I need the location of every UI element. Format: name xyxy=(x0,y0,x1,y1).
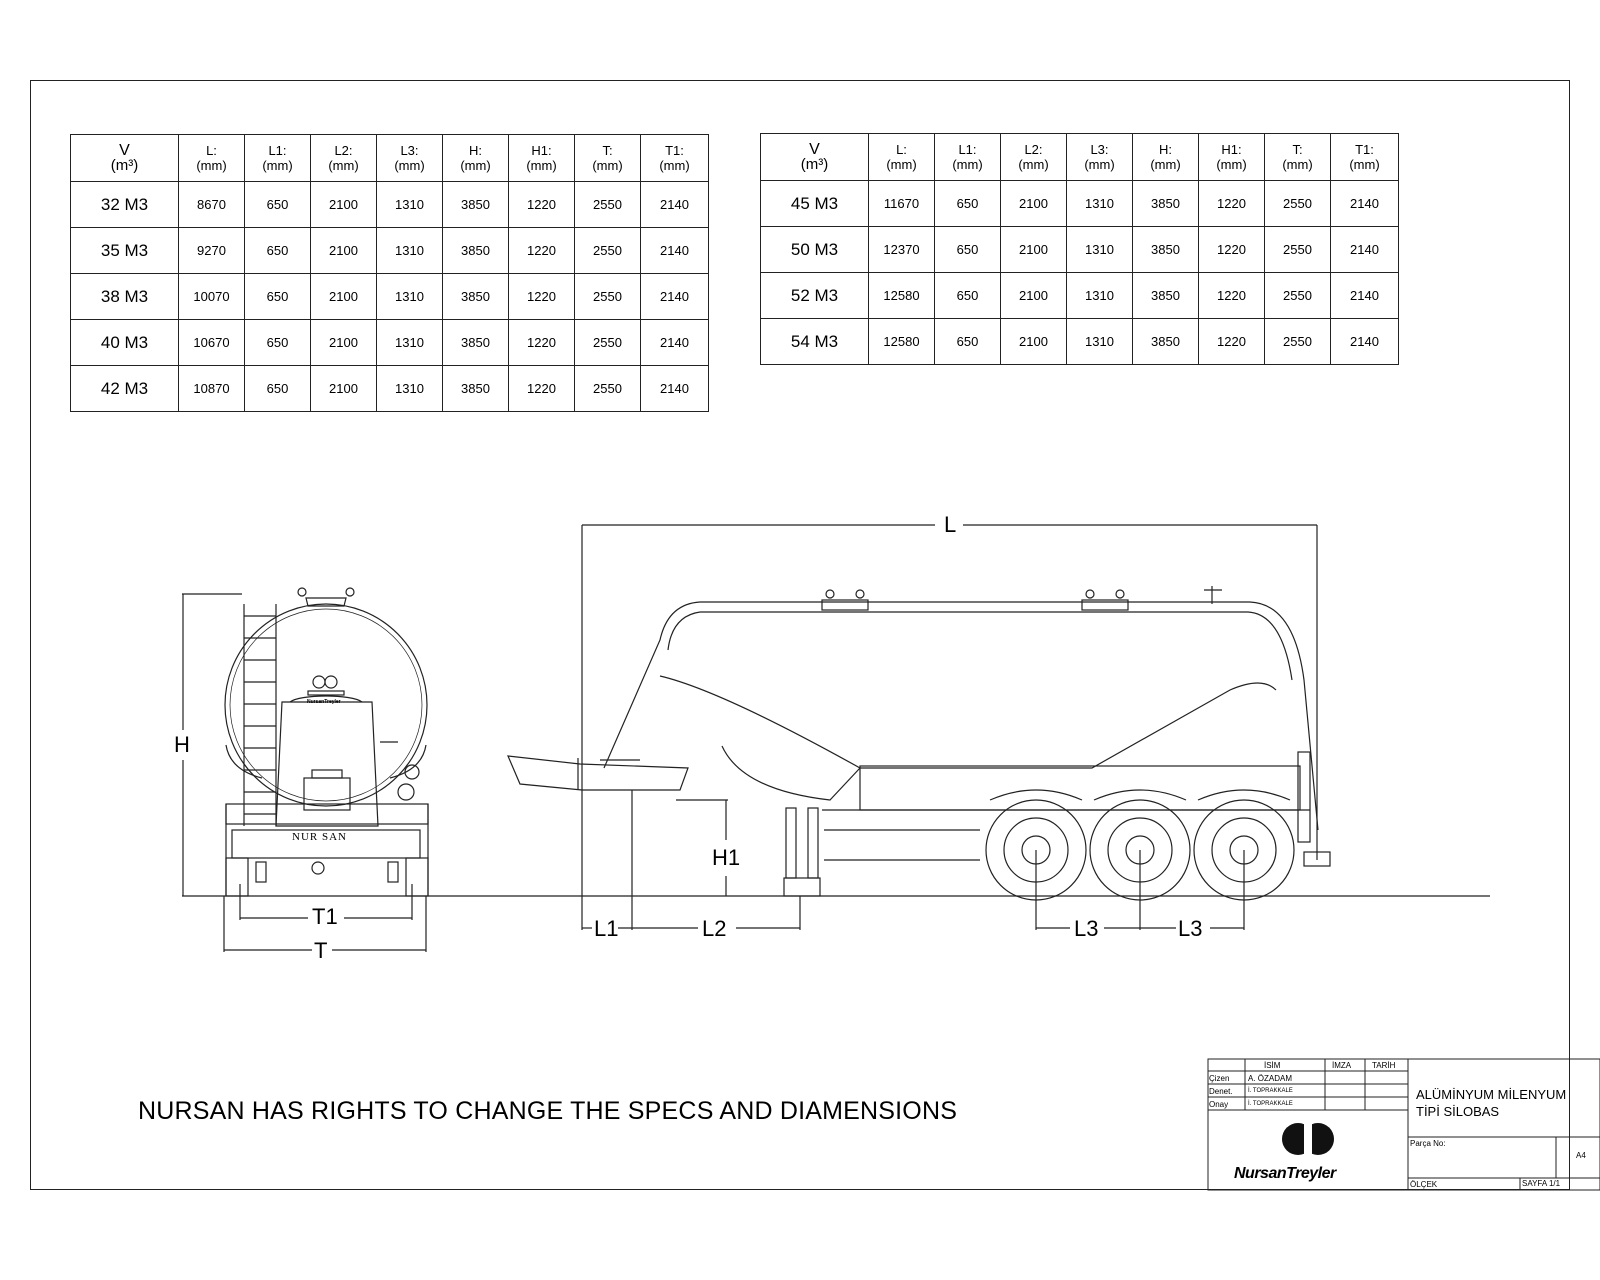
product-name-line1: ALÜMİNYUM MİLENYUM xyxy=(1416,1087,1567,1102)
dimension-cell: 650 xyxy=(935,319,1001,365)
dimension-cell: 8670 xyxy=(179,182,245,228)
dimension-cell: 1310 xyxy=(377,228,443,274)
dimension-cell: 2100 xyxy=(311,228,377,274)
title-block-logo-text: NursanTreyler xyxy=(1234,1165,1336,1182)
column-header-unit: (mm) xyxy=(460,158,491,173)
dim-label-L2: L2 xyxy=(702,916,727,941)
dimension-cell: 10670 xyxy=(179,320,245,366)
column-header-label: L: xyxy=(896,142,907,157)
dimension-cell: 650 xyxy=(245,320,311,366)
dimension-cell: 1310 xyxy=(1067,227,1133,273)
dimension-cell: 1220 xyxy=(509,366,575,412)
parca-no-label: Parça No: xyxy=(1410,1139,1446,1148)
column-header-label: L1: xyxy=(958,142,977,157)
column-header-unit: (mm) xyxy=(1084,157,1115,172)
column-header-label: T1: xyxy=(665,143,684,158)
column-header-label: V xyxy=(119,142,130,159)
dimension-cell: 650 xyxy=(935,273,1001,319)
dimension-cell: 1220 xyxy=(1199,181,1265,227)
dimension-cell: 650 xyxy=(245,274,311,320)
dimension-cell: 3850 xyxy=(443,182,509,228)
dimension-cell: 650 xyxy=(245,228,311,274)
column-header-unit: (mm) xyxy=(659,158,690,173)
dimension-cell: 12370 xyxy=(869,227,935,273)
volume-cell: 50 M3 xyxy=(761,227,869,273)
column-header-label: L1: xyxy=(268,143,287,158)
dimension-cell: 2140 xyxy=(1331,181,1399,227)
dimension-cell: 2100 xyxy=(1001,227,1067,273)
dimension-cell: 1310 xyxy=(377,320,443,366)
volume-cell: 45 M3 xyxy=(761,181,869,227)
dim-label-T1: T1 xyxy=(312,904,338,929)
column-header-label: V xyxy=(809,141,820,158)
cizen-name: A. ÖZADAM xyxy=(1248,1074,1293,1083)
dimension-cell: 1310 xyxy=(377,366,443,412)
column-header-label: T: xyxy=(1292,142,1303,157)
dimension-cell: 2140 xyxy=(641,366,709,412)
column-header-label: H1: xyxy=(531,143,552,158)
volume-cell: 38 M3 xyxy=(71,274,179,320)
dimension-cell: 2140 xyxy=(641,228,709,274)
dimension-cell: 1310 xyxy=(1067,319,1133,365)
bumper-label: NUR SAN xyxy=(292,831,347,843)
title-block xyxy=(1208,1059,1600,1190)
dimension-cell: 11670 xyxy=(869,181,935,227)
olcek-label: ÖLÇEK xyxy=(1410,1180,1438,1189)
onay-name: İ. TOPRAKKALE xyxy=(1248,1101,1293,1107)
dimension-cell: 2550 xyxy=(1265,273,1331,319)
dimension-cell: 2140 xyxy=(641,320,709,366)
rights-notice: NURSAN HAS RIGHTS TO CHANGE THE SPECS AND DIAMENSIONS xyxy=(138,1097,958,1125)
column-header-unit: (mm) xyxy=(592,158,623,173)
dim-label-T: T xyxy=(314,938,328,963)
dimension-cell: 2550 xyxy=(575,182,641,228)
col-imza: İMZA xyxy=(1332,1061,1352,1070)
dimension-cell: 1310 xyxy=(377,274,443,320)
column-header-unit: (mm) xyxy=(1282,157,1313,172)
column-header-label: L: xyxy=(206,143,217,158)
column-header-label: T: xyxy=(602,143,613,158)
dimension-cell: 2140 xyxy=(1331,273,1399,319)
dimension-cell: 10870 xyxy=(179,366,245,412)
dimension-cell: 12580 xyxy=(869,273,935,319)
dimension-cell: 9270 xyxy=(179,228,245,274)
column-header-label: L2: xyxy=(334,143,353,158)
dimension-cell: 2140 xyxy=(1331,319,1399,365)
column-header-unit: (mm) xyxy=(262,158,293,173)
column-header-unit: (mm) xyxy=(952,157,983,172)
product-name-line2: TİPİ SİLOBAS xyxy=(1416,1104,1500,1119)
dim-label-L3: L3 xyxy=(1074,916,1099,941)
dim-label-H1: H1 xyxy=(712,845,741,870)
tank-logo-text: NursanTreyler xyxy=(307,699,341,705)
dimension-cell: 2100 xyxy=(1001,273,1067,319)
volume-cell: 52 M3 xyxy=(761,273,869,319)
sayfa-label: SAYFA 1/1 xyxy=(1522,1179,1561,1188)
dimension-cell: 1310 xyxy=(1067,181,1133,227)
column-header-unit: (mm) xyxy=(526,158,557,173)
dimension-cell: 2100 xyxy=(1001,181,1067,227)
dimension-cell: 2550 xyxy=(575,274,641,320)
dim-label-L3: L3 xyxy=(1178,916,1203,941)
dim-label-L1: L1 xyxy=(594,916,619,941)
dimension-cell: 1220 xyxy=(1199,273,1265,319)
dimension-cell: 2100 xyxy=(311,320,377,366)
column-header-label: H: xyxy=(1159,142,1172,157)
dimension-cell: 2100 xyxy=(311,274,377,320)
sheet-size: A4 xyxy=(1576,1151,1586,1160)
denet-name: İ. TOPRAKKALE xyxy=(1248,1088,1293,1094)
column-header-label: L3: xyxy=(1090,142,1109,157)
dimension-cell: 1220 xyxy=(1199,319,1265,365)
col-tarih: TARİH xyxy=(1372,1061,1396,1070)
dimension-cell: 650 xyxy=(935,227,1001,273)
column-header-label: H1: xyxy=(1221,142,1242,157)
side-view xyxy=(508,525,1330,930)
row-cizen: Çizen xyxy=(1209,1074,1230,1083)
volume-cell: 42 M3 xyxy=(71,366,179,412)
dimension-cell: 1220 xyxy=(509,182,575,228)
dim-label-L: L xyxy=(944,512,957,537)
dimension-cell: 3850 xyxy=(1133,319,1199,365)
dimension-cell: 1220 xyxy=(509,228,575,274)
dimension-cell: 2140 xyxy=(641,182,709,228)
dimension-cell: 1220 xyxy=(1199,227,1265,273)
dimension-cell: 3850 xyxy=(1133,273,1199,319)
dim-label-H: H xyxy=(174,732,190,757)
column-header-unit: (mm) xyxy=(1349,157,1380,172)
dimension-cell: 3850 xyxy=(1133,181,1199,227)
volume-cell: 32 M3 xyxy=(71,182,179,228)
dimension-cell: 2550 xyxy=(1265,319,1331,365)
dimension-cell: 12580 xyxy=(869,319,935,365)
column-header-label: H: xyxy=(469,143,482,158)
column-header-unit: (mm) xyxy=(886,157,917,172)
dimension-cell: 2100 xyxy=(311,366,377,412)
dimension-cell: 650 xyxy=(245,182,311,228)
column-header-unit: (mm) xyxy=(1150,157,1181,172)
volume-cell: 40 M3 xyxy=(71,320,179,366)
dimension-cell: 650 xyxy=(245,366,311,412)
dimension-cell: 1310 xyxy=(1067,273,1133,319)
column-header-unit: (mm) xyxy=(328,158,359,173)
dimension-cell: 2550 xyxy=(575,228,641,274)
dimension-cell: 1310 xyxy=(377,182,443,228)
dimension-cell: 650 xyxy=(935,181,1001,227)
dimension-cell: 2550 xyxy=(1265,227,1331,273)
dimension-cell: 3850 xyxy=(443,366,509,412)
dimension-cell: 2550 xyxy=(575,320,641,366)
column-header-label: T1: xyxy=(1355,142,1374,157)
column-header-label: L3: xyxy=(400,143,419,158)
row-onay: Onay xyxy=(1209,1100,1229,1109)
row-denet: Denet. xyxy=(1209,1087,1233,1096)
dimension-cell: 2100 xyxy=(1001,319,1067,365)
dimension-cell: 3850 xyxy=(443,228,509,274)
volume-cell: 54 M3 xyxy=(761,319,869,365)
dimension-cell: 2550 xyxy=(1265,181,1331,227)
dimension-cell: 1220 xyxy=(509,274,575,320)
dimension-cell: 3850 xyxy=(443,320,509,366)
dimension-cell: 2550 xyxy=(575,366,641,412)
column-header-unit: (m³) xyxy=(110,157,139,174)
column-header-unit: (mm) xyxy=(1018,157,1049,172)
column-header-unit: (m³) xyxy=(800,156,829,173)
dimension-cell: 3850 xyxy=(443,274,509,320)
col-isim: İSİM xyxy=(1264,1061,1281,1070)
rear-view xyxy=(182,588,1490,952)
dimension-cell: 2140 xyxy=(641,274,709,320)
column-header-unit: (mm) xyxy=(1216,157,1247,172)
dimension-cell: 1220 xyxy=(509,320,575,366)
volume-cell: 35 M3 xyxy=(71,228,179,274)
column-header-unit: (mm) xyxy=(394,158,425,173)
dimension-cell: 2100 xyxy=(311,182,377,228)
column-header-unit: (mm) xyxy=(196,158,227,173)
column-header-label: L2: xyxy=(1024,142,1043,157)
dimension-cell: 3850 xyxy=(1133,227,1199,273)
dimension-cell: 10070 xyxy=(179,274,245,320)
dimension-cell: 2140 xyxy=(1331,227,1399,273)
